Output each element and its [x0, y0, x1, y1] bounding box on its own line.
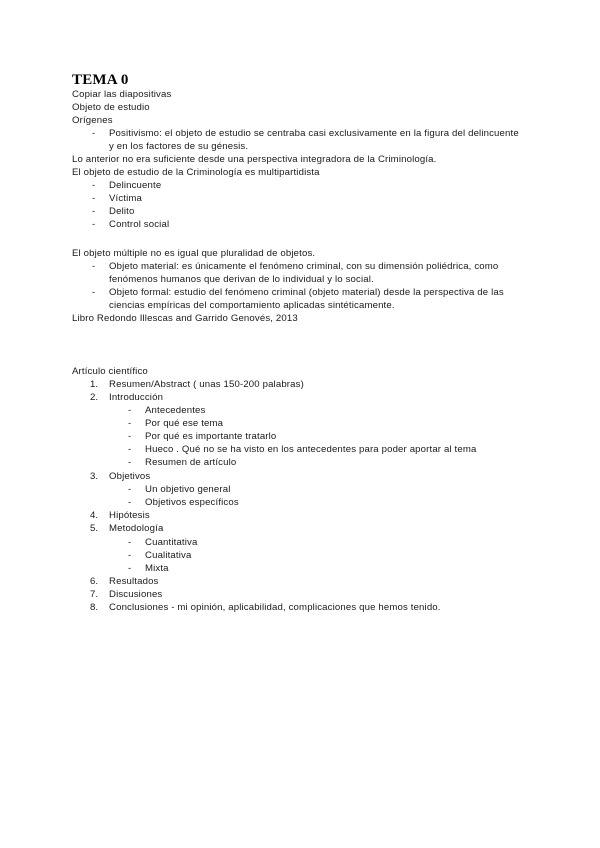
text-line: Objeto de estudio	[72, 102, 150, 113]
bullet-dash: -	[92, 206, 96, 217]
list-item: Resumen/Abstract ( unas 150-200 palabras)	[109, 379, 304, 390]
bullet-text-continued: ciencias empíricas del comportamiento aplicadas sintéticamente.	[109, 300, 395, 311]
text-line: El objeto de estudio de la Criminología es multipartidista	[72, 167, 320, 178]
reference-line: Libro Redondo Illescas and Garrido Genovés, 2013	[72, 313, 298, 324]
text-line: El objeto múltiple no es igual que pluralidad de objetos.	[72, 248, 316, 259]
sub-list-item: Resumen de artículo	[145, 457, 237, 468]
bullet-dash: -	[92, 128, 96, 139]
bullet-text: Delito	[109, 206, 135, 217]
bullet-dash: -	[92, 219, 96, 230]
bullet-dash: -	[92, 180, 96, 191]
list-number: 3.	[89, 471, 98, 482]
bullet-dash: -	[128, 405, 132, 416]
bullet-text-continued: y en los factores de su génesis.	[109, 141, 249, 152]
bullet-dash: -	[128, 484, 132, 495]
list-number: 6.	[89, 576, 98, 587]
bullet-dash: -	[92, 287, 96, 298]
list-item: Introducción	[109, 392, 164, 403]
sub-list-item: Mixta	[145, 563, 169, 574]
bullet-dash: -	[92, 193, 96, 204]
bullet-dash: -	[128, 457, 132, 468]
list-item: Objetivos	[109, 471, 151, 482]
bullet-text: Control social	[109, 219, 170, 230]
list-number: 8.	[89, 602, 98, 613]
sub-list-item: Hueco . Qué no se ha visto en los antecedentes para poder aportar al tema	[145, 444, 477, 455]
text-line: Lo anterior no era suficiente desde una perspectiva integradora de la Criminología.	[72, 154, 437, 165]
bullet-dash: -	[92, 261, 96, 272]
text-line: Orígenes	[72, 115, 113, 126]
document-title: TEMA 0	[72, 72, 129, 88]
list-item: Metodología	[109, 523, 164, 534]
sub-list-item: Por qué es importante tratarlo	[145, 431, 277, 442]
section-heading: Artículo científico	[72, 366, 148, 377]
list-number: 7.	[89, 589, 98, 600]
bullet-text: Positivismo: el objeto de estudio se centraba casi exclusivamente en la figura del delincuente	[109, 128, 519, 139]
list-number: 5.	[89, 523, 98, 534]
bullet-dash: -	[128, 550, 132, 561]
bullet-dash: -	[128, 418, 132, 429]
sub-list-item: Cualitativa	[145, 550, 192, 561]
bullet-text-continued: fenómenos humanos que derivan de lo individual y lo social.	[109, 274, 374, 285]
list-item: Conclusiones - mi opinión, aplicabilidad, complicaciones que hemos tenido.	[109, 602, 441, 613]
sub-list-item: Cuantitativa	[145, 537, 198, 548]
list-number: 1.	[89, 379, 98, 390]
sub-list-item: Un objetivo general	[145, 484, 231, 495]
bullet-text: Objeto material: es únicamente el fenómeno criminal, con su dimensión poliédrica, como	[109, 261, 499, 272]
bullet-dash: -	[128, 537, 132, 548]
list-number: 2.	[89, 392, 98, 403]
bullet-text: Delincuente	[109, 180, 162, 191]
bullet-text: Víctima	[109, 193, 143, 204]
text-line: Copiar las diapositivas	[72, 89, 172, 100]
bullet-dash: -	[128, 497, 132, 508]
bullet-dash: -	[128, 431, 132, 442]
bullet-dash: -	[128, 563, 132, 574]
list-item: Hipótesis	[109, 510, 150, 521]
sub-list-item: Antecedentes	[145, 405, 206, 416]
list-number: 4.	[89, 510, 98, 521]
list-item: Resultados	[109, 576, 159, 587]
bullet-text: Objeto formal: estudio del fenómeno criminal (objeto material) desde la perspectiva de las	[109, 287, 504, 298]
sub-list-item: Objetivos específicos	[145, 497, 239, 508]
sub-list-item: Por qué ese tema	[145, 418, 224, 429]
bullet-dash: -	[128, 444, 132, 455]
list-item: Discusiones	[109, 589, 163, 600]
